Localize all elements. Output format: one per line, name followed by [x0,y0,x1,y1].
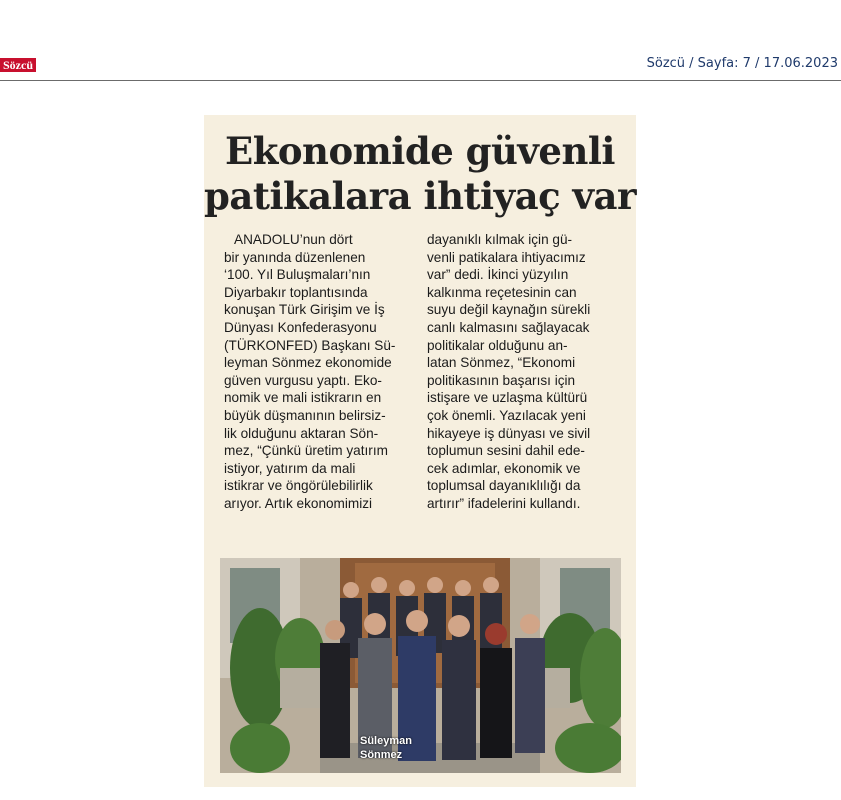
header-divider [0,80,841,81]
left-column-line: Dünyası Konfederasyonu [224,319,377,335]
right-column-line: latan Sönmez, “Ekonomi [427,355,576,371]
article-column-left [224,231,424,513]
right-column-line: venli patikalara ihtiyacımız [427,249,586,265]
right-column-line: artırır” ifadelerini kullandı. [427,495,581,511]
right-column-line: canlı kalmasını sağlayacak [427,319,590,335]
newspaper-logo: Sözcü [0,58,36,72]
page-header [0,0,841,82]
news-clipping [204,115,636,787]
right-column-line: istişare ve uzlaşma kültürü [427,390,588,406]
left-column-line: (TÜRKONFED) Başkanı Sü- [224,337,396,353]
left-column-line: konuşan Türk Girişim ve İş [224,302,385,318]
right-column-line: politikalar olduğunu an- [427,337,568,353]
right-column-line: suyu değil kaynağın sürekli [427,302,591,318]
left-column-line: nomik ve mali istikrarın en [224,390,382,406]
left-column-line: leyman Sönmez ekonomide [224,355,392,371]
left-column-line: büyük düşmanının belirsiz- [224,407,386,423]
left-column-line: Diyarbakır toplantısında [224,284,368,300]
left-column-line: ANADOLU’nun dört [234,232,353,247]
left-column-line: bir yanında düzenlenen [224,249,366,265]
right-column-line: dayanıklı kılmak için gü- [427,232,573,247]
right-column-line: hikayeye iş dünyası ve sivil [427,425,591,441]
left-column-line: ‘100. Yıl Buluşmaları’nın [224,267,371,283]
right-column-line: politikasının başarısı için [427,372,576,388]
left-column-line: güven vurgusu yaptı. Eko- [224,372,382,388]
group-photo-illustration [220,558,621,773]
article-column-right [427,231,627,513]
right-column-line: var” dedi. İkinci yüzyılın [427,267,569,283]
headline-line-2: patikalara ihtiyaç var [204,174,636,218]
group-photo [220,558,621,773]
left-column-line: arıyor. Artık ekonomimizi [224,495,373,511]
left-column-line: mez, “Çünkü üretim yatırım [224,443,388,459]
right-column-line: kalkınma reçetesinin can [427,284,577,300]
right-column-line: çok önemli. Yazılacak yeni [427,407,586,423]
right-column-line: toplumun sesini dahil ede- [427,443,585,459]
caption-line-2: Sönmez [360,749,403,761]
headline-line-1: Ekonomide güvenli [225,129,615,173]
caption-line-1: Süleyman [360,735,412,747]
left-column-line: istiyor, yatırım da mali [224,460,356,476]
left-column-line: istikrar ve öngörülebilirlik [224,478,373,494]
right-column-line: cek adımlar, ekonomik ve [427,460,581,476]
source-info: Sözcü / Sayfa: 7 / 17.06.2023 [646,56,838,71]
right-column-line: toplumsal dayanıklılığı da [427,478,581,494]
left-column-line: lik olduğunu aktaran Sön- [224,425,379,441]
photo-caption [360,734,412,762]
article-headline [204,129,636,219]
